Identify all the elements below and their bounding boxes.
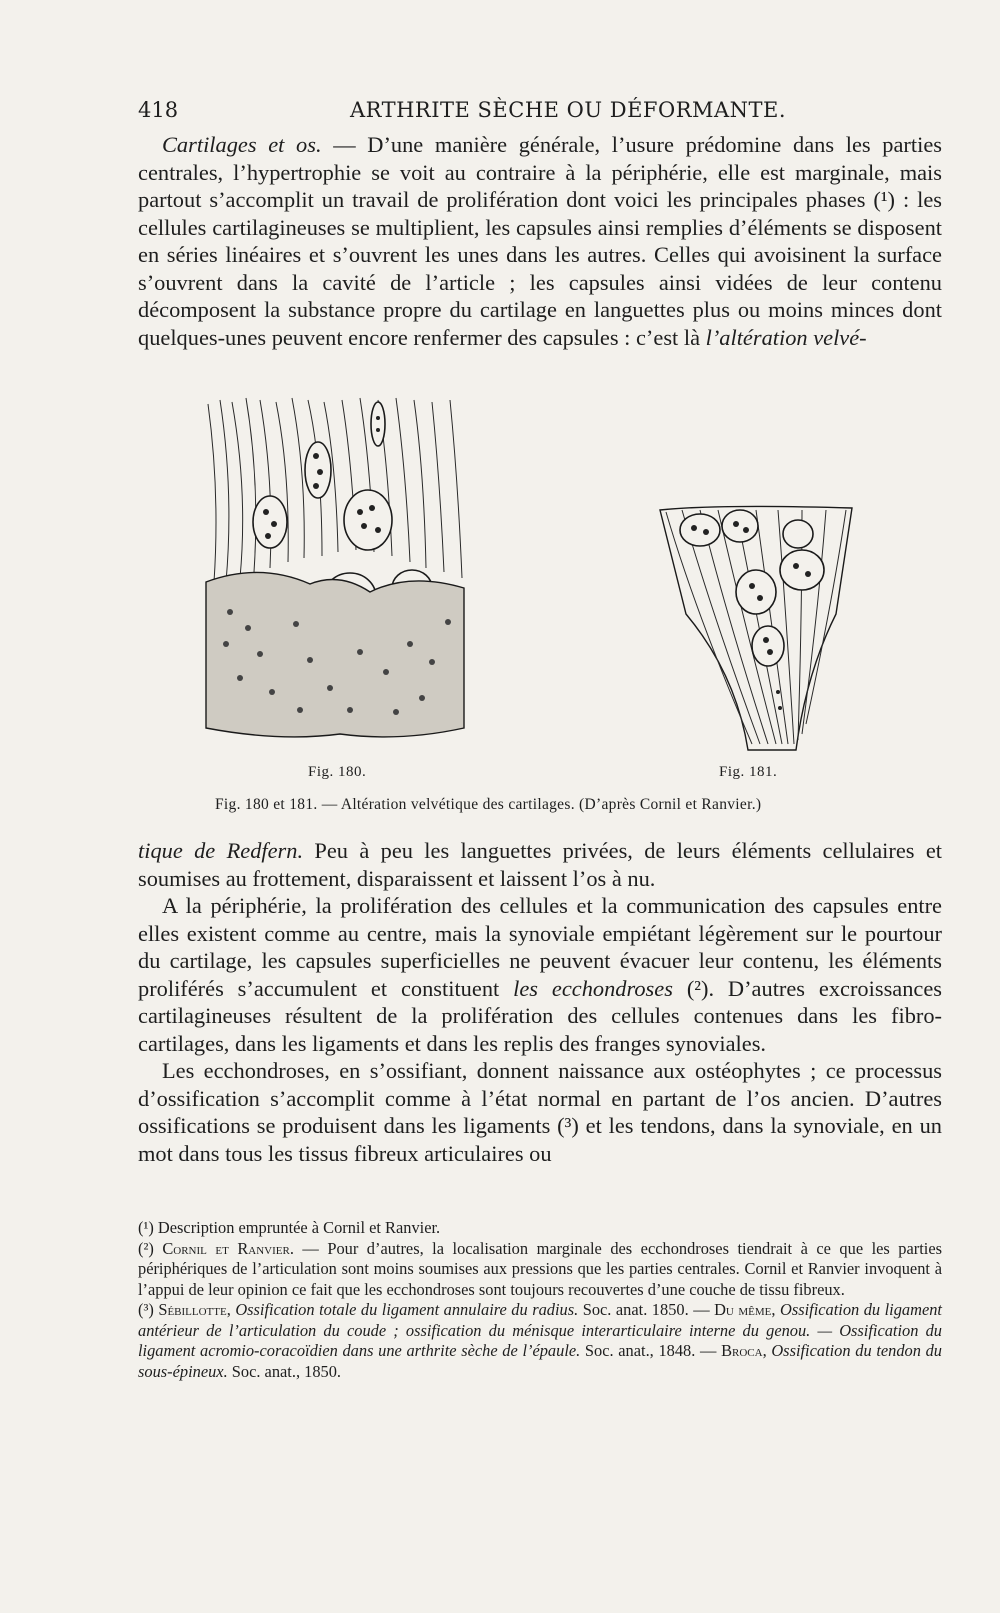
figure-181-label: Fig. 181. (719, 764, 778, 780)
italic-term: les ecchondroses (513, 975, 673, 1001)
running-head: ARTHRITE SÈCHE OU DÉFORMANTE. (350, 98, 787, 122)
figure-181-illustration (656, 504, 856, 752)
footnote-3: (³) Sébillotte, Ossification totale du ligament annulaire du radius. Soc. anat. 1850. — Du même, Ossification du ligament antérieur de l’articulation du coude ; ossification du ménisque interarticulaire interne du genou. — Ossification du ligament acromio-coracoïdien dans une arthrite sèche de l’épaule. Soc. anat., 1848. — Broca, Ossification du tendon du sous-épineux. Soc. anat., 1850. (138, 1300, 942, 1381)
figure-180-illustration (200, 392, 470, 752)
figure-caption: Fig. 180 et 181. — Altération velvétique des cartilages. (D’après Cornil et Ranvier.) (215, 796, 762, 813)
paragraph-text: A la périphérie, la prolifération des cellules et la communication des capsules entre elles existent comme au centre, mais la synoviale empiétant légèrement sur le pourtour du cartilage, les capsules superficielles ne peuvent évacuer leur contenu, les éléments proliférés s’accumulent et constituent (138, 893, 942, 1001)
italic-term: tique de Redfern. (138, 838, 304, 863)
paragraph-text: — D’une manière générale, l’usure prédomine dans les parties centrales, l’hypertrophie se voit au contraire à la périphérie, elle est marginale, mais partout s’accomplit un travail de prolifération dont voici les principales phases (¹) : les cellules cartilagineuses se multiplient, les capsules ainsi remplies d’éléments se disposent en séries linéaires et s’ouvrent les unes dans les autres. Celles qui avoisinent la surface s’ouvrent dans la cavité de l’article ; les capsules ainsi vidées de leur contenu décomposent la substance propre du cartilage en languettes plus ou moins minces dont quelques-unes peuvent encore renfermer des capsules : c’est là (138, 132, 942, 350)
figure-180-label: Fig. 180. (308, 764, 367, 780)
section-lead: Cartilages et os. (162, 132, 322, 157)
footnote-2: (²) Cornil et Ranvier. — Pour d’autres, la localisation marginale des ecchondroses tiendrait à ce que les parties périphériques de l’articulation sont moins soumises aux pressions que les parties centrales. Cornil et Ranvier invoquent à l’appui de leur opinion ce fait que les ecchondroses sont toujours recouvertes d’une couche de tissu fibreux. (138, 1238, 942, 1299)
page-number: 418 (138, 98, 179, 122)
paragraph-text: (²). D’autres excroissances cartilagineuses résultent de la prolifération des cellules contenues dans les fibro-cartilages, dans les ligaments et dans les replis des franges synoviales. (138, 975, 943, 1056)
paragraph-text: Peu à peu les languettes privées, de leurs éléments cellulaires et soumises au frottement, disparaissent et laissent l’os à nu. (138, 838, 943, 891)
body-continued (138, 837, 942, 1167)
paragraph-text: Les ecchondroses, en s’ossifiant, donnent naissance aux ostéophytes ; ce processus d’ossification s’accomplit comme à l’état normal en partant de l’os ancien. D’autres ossifications se produisent dans les ligaments (³) et les tendons, dans la synoviale, en un mot dans tous les tissus fibreux articulaires ou (138, 1058, 942, 1166)
figures-block (200, 392, 900, 792)
paragraph-cartilages (138, 131, 942, 351)
italic-term: l’altération velvé- (705, 324, 867, 350)
footnote-1: (¹) Description empruntée à Cornil et Ranvier. (138, 1218, 441, 1237)
footnotes (138, 1218, 942, 1382)
